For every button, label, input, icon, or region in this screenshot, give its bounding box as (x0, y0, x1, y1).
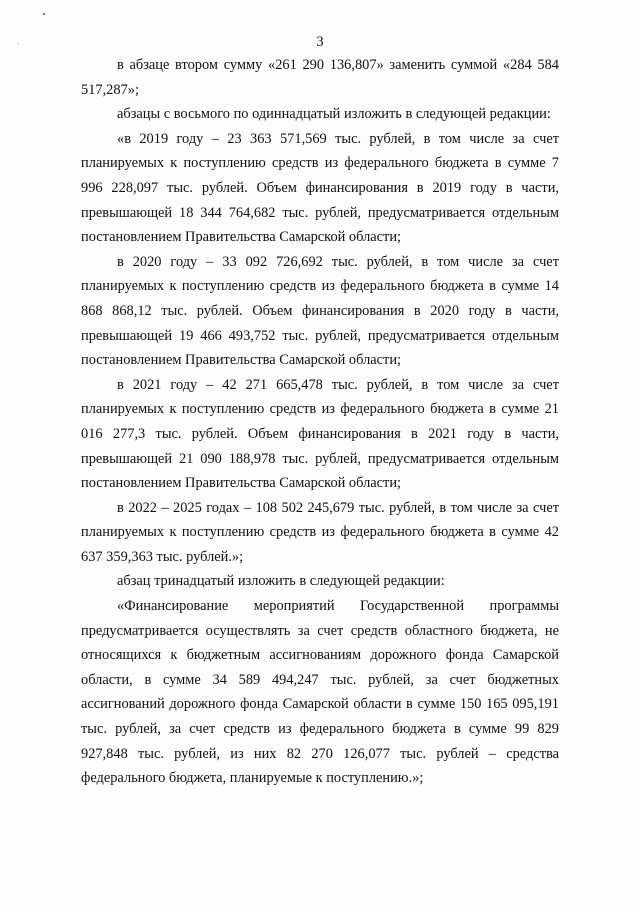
paragraph-2020: в 2020 году – 33 092 726,692 тыс. рублей, в том числе за счет планируемых к поступлению средств из федерального бюджета в сумме 14 868 868,12 тыс. рублей. Объем финансирования в 2020 году в части, превышающей 19 466 493,752 тыс. рублей, предусматривается отдельным постановлением Правительства Самарской области; (81, 253, 559, 369)
document-body (81, 53, 559, 791)
paragraph-2022-2025: в 2022 – 2025 годах – 108 502 245,679 тыс. рублей, в том числе за счет планируемых к поступлению средств из федерального бюджета в сумме 42 637 359,363 тыс. рублей.»; (81, 499, 559, 565)
paragraph-2021: в 2021 году – 42 271 665,478 тыс. рублей, в том числе за счет планируемых к поступлению средств из федерального бюджета в сумме 21 016 277,3 тыс. рублей. Объем финансирования в 2021 году в части, превышающей 21 090 188,978 тыс. рублей, предусматривается отдельным постановлением Правительства Самарской области; (81, 376, 559, 492)
paragraph-financing: «Финансирование мероприятий Государственной программы предусматривается осуществлять за счет средств областного бюджета, не относящихся к бюджетным ассигнованиям дорожного фонда Самарской области, в сумме 34 589 494,247 тыс. рублей, за счет бюджетных ассигнований дорожного фонда Самарской области в сумме 150 165 095,191 тыс. рублей, за счет средств из федерального бюджета в сумме 99 829 927,848 тыс. рублей, из них 82 270 126,077 тыс. рублей – средства федерального бюджета, планируемые к поступлению.»; (81, 598, 559, 787)
paragraph-amend-eighth-eleventh: абзацы с восьмого по одиннадцатый изложить в следующей редакции: (117, 106, 551, 123)
paragraph-amend-thirteenth: абзац тринадцатый изложить в следующей редакции: (117, 573, 445, 590)
page-number: 3 (316, 34, 324, 50)
scan-speck (43, 13, 45, 15)
paragraph-2019: «в 2019 году – 23 363 571,569 тыс. рублей, в том числе за счет планируемых к поступлению средств из федерального бюджета в сумме 7 996 228,097 тыс. рублей. Объем финансирования в 2019 году в части, превышающей 18 344 764,682 тыс. рублей, предусматривается отдельным постановлением Правительства Самарской области; (81, 130, 559, 246)
paragraph-amend-second: в абзаце втором сумму «261 290 136,807» заменить суммой «284 584 517,287»; (81, 57, 559, 98)
